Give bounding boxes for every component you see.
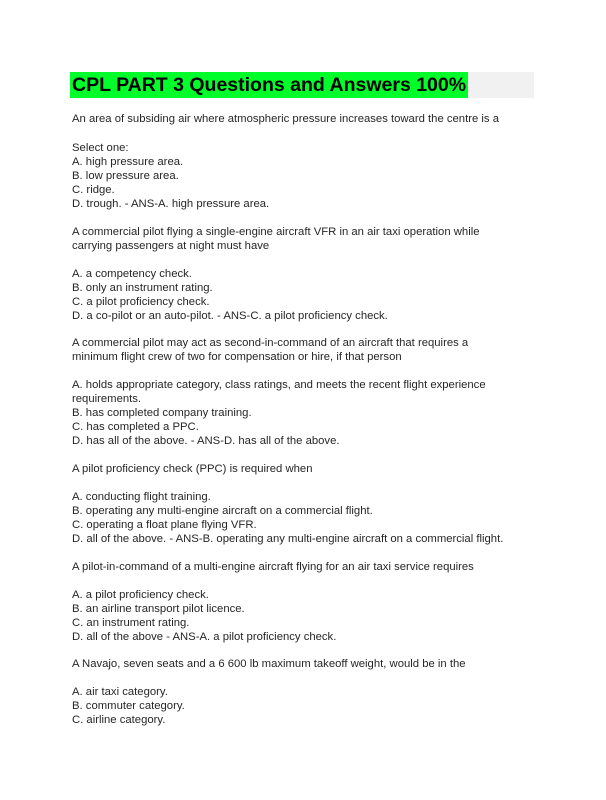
q4-option-b: B. operating any multi-engine aircraft on a commercial flight. (72, 505, 373, 517)
q1-option-d-answer: D. trough. - ANS-A. high pressure area. (72, 198, 270, 210)
question-3-text: A commercial pilot may act as second-in-command of an aircraft that requires a (72, 337, 469, 349)
q3-option-b: B. has completed company training. (72, 407, 252, 419)
q5-option-d-answer: D. all of the above - ANS-A. a pilot proficiency check. (72, 631, 337, 643)
question-2-text-cont: carrying passengers at night must have (72, 240, 270, 252)
question-6-text: A Navajo, seven seats and a 6 600 lb maximum takeoff weight, would be in the (72, 658, 466, 670)
q4-option-a: A. conducting flight training. (72, 491, 211, 503)
question-2-text: A commercial pilot flying a single-engine aircraft VFR in an air taxi operation while (72, 226, 480, 238)
q6-option-a: A. air taxi category. (72, 686, 168, 698)
page-title: CPL PART 3 Questions and Answers 100% (72, 74, 467, 96)
q3-option-d-answer: D. has all of the above. - ANS-D. has all of the above. (72, 435, 340, 447)
q1-option-c: C. ridge. (72, 184, 115, 196)
q5-option-b: B. an airline transport pilot licence. (72, 603, 245, 615)
select-one-label: Select one: (72, 142, 129, 154)
q6-option-b: B. commuter category. (72, 700, 185, 712)
q6-option-c: C. airline category. (72, 714, 166, 726)
q2-option-b: B. only an instrument rating. (72, 282, 213, 294)
q1-option-a: A. high pressure area. (72, 156, 184, 168)
q3-option-c: C. has completed a PPC. (72, 421, 199, 433)
question-1-text: An area of subsiding air where atmospheric pressure increases toward the centre is a (72, 113, 499, 125)
title-band (70, 72, 534, 98)
question-5-text: A pilot-in-command of a multi-engine aircraft flying for an air taxi service requires (72, 561, 474, 573)
question-4-text: A pilot proficiency check (PPC) is required when (72, 463, 313, 475)
q1-option-b: B. low pressure area. (72, 170, 179, 182)
q4-option-d-answer: D. all of the above. - ANS-B. operating any multi-engine aircraft on a commercial flight. (72, 533, 504, 545)
q2-option-d-answer: D. a co-pilot or an auto-pilot. - ANS-C. a pilot proficiency check. (72, 310, 388, 322)
q5-option-a: A. a pilot proficiency check. (72, 589, 209, 601)
q3-option-a: A. holds appropriate category, class ratings, and meets the recent flight experience (72, 379, 486, 391)
q2-option-c: C. a pilot proficiency check. (72, 296, 210, 308)
question-3-text-cont: minimum flight crew of two for compensation or hire, if that person (72, 351, 402, 363)
q2-option-a: A. a competency check. (72, 268, 192, 280)
q3-option-a-cont: requirements. (72, 393, 142, 405)
q4-option-c: C. operating a float plane flying VFR. (72, 519, 257, 531)
q5-option-c: C. an instrument rating. (72, 617, 190, 629)
